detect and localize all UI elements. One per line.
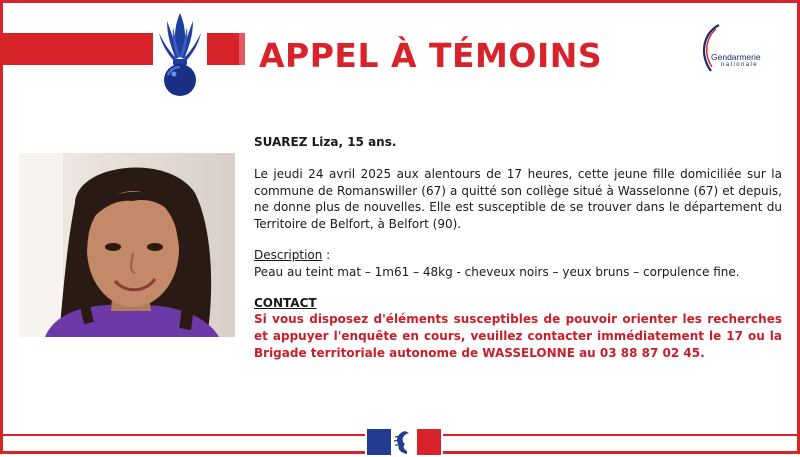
contact-heading: CONTACT	[254, 295, 317, 310]
description-label: Description	[254, 247, 323, 262]
main-text	[254, 134, 782, 362]
logo-text-nationale: nationale	[721, 62, 758, 68]
marianne-flag-icon	[365, 427, 443, 457]
logo-text-gendarmerie: Gendarmerie	[711, 52, 761, 62]
gendarmerie-logo-icon	[697, 21, 777, 77]
top-red-band-tail	[239, 33, 245, 65]
page-title: APPEL À TÉMOINS	[259, 36, 603, 75]
disappearance-story: Le jeudi 24 avril 2025 aux alentours de 17 heures, cette jeune fille domiciliée sur la commune de Romanswiller (67) a quitté son collège situé à Wasselonne (67) et depuis, ne donne plus de nouvelles. Elle est susceptible de se trouver dans le département du Territoire de Belfort, à Belfort (90).	[254, 166, 782, 232]
missing-person-photo	[19, 153, 235, 337]
gendarmerie-grenade-icon	[153, 7, 207, 99]
description-text: Peau au teint mat – 1m61 – 48kg - cheveux noirs – yeux bruns – corpulence fine.	[254, 264, 740, 279]
person-name: SUAREZ Liza, 15 ans.	[254, 135, 397, 149]
description-heading	[254, 247, 782, 264]
contact-text: Si vous disposez d'éléments susceptibles de pouvoir orienter les recherches et appuyer l'enquête en cours, veuillez contacter immédiatement le 17 ou la Brigade territoriale autonome de WASSELONNE au 03 88 87 02 45.	[254, 312, 782, 360]
description-label-suffix: :	[322, 247, 331, 262]
